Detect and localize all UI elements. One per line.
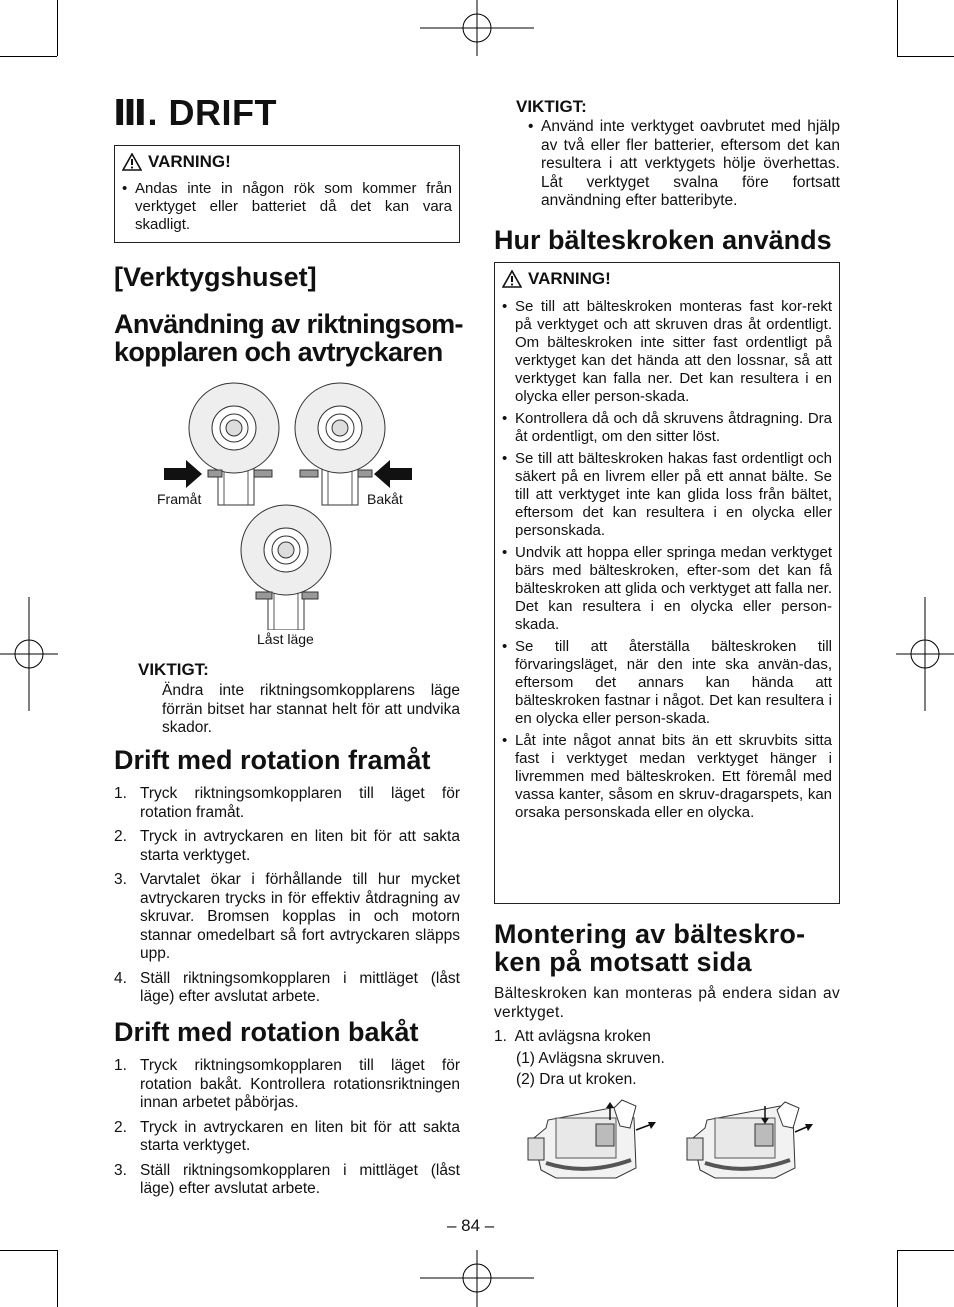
crop-mark: [897, 0, 898, 56]
figure-label-reverse: Bakåt: [367, 491, 403, 507]
crop-mark: [0, 1250, 57, 1251]
figure-label-forward: Framåt: [157, 491, 202, 507]
list-item: 3. Varvtalet ökar i förhållande till hur mycket avtryckaren trycks in för effektiv åtdragning av skruvar. Bromsen kopplas in och motorn stannar omedelbart så fort avtryckaren släpps upp.: [114, 871, 460, 962]
belt-hook-removal-figure-1: [526, 1098, 661, 1183]
section-usage-heading: Användning av riktningsom-kopplaren och avtryckaren: [114, 309, 463, 367]
registration-mark-bottom: [420, 1250, 534, 1307]
warning-item: • Se till att återställa bälteskroken till förvaringsläget, när den inte ska använ-das, eftersom det annars kan hända att bälteskroken fastnar i något. Det kan resultera i en olycka eller person-skada.: [502, 638, 832, 727]
mounting-step1: 1. Att avlägsna kroken: [494, 1028, 651, 1045]
tool-forward-illustration: [189, 383, 279, 505]
crop-mark: [897, 1250, 954, 1251]
warning-heading: VARNING!: [502, 269, 832, 289]
important2-text: [528, 118, 840, 215]
warning-item: • Se till att bälteskroken monteras fast kor-rekt på verktyget och att skruven dras åt ordentligt. Om bälteskroken inte sitter fast ordentligt på verktyget kan det hända att den lossnar, så att verktyget kan falla ner. Det kan resultera i en olycka eller person-skada.: [502, 298, 832, 405]
mounting-heading: Montering av bälteskro-ken på motsatt sida: [494, 919, 806, 977]
list-item: 3. Ställ riktningsomkopplaren i mittläget (låst läge) efter avslutat arbete.: [114, 1161, 460, 1197]
arrow-right-icon: [164, 460, 202, 488]
figure-label-lock: Låst läge: [257, 631, 314, 647]
warning-box: [114, 145, 460, 243]
reverse-steps: [114, 1057, 460, 1205]
warning-heading: VARNING!: [122, 152, 452, 172]
belt-hook-removal-figure-2: [685, 1098, 820, 1183]
list-item: 1. Tryck riktningsomkopplaren till läget för rotation bakåt. Kontrollera rotationsriktningen innan arbetet påbörjas.: [114, 1057, 460, 1111]
belt-warning-box: [494, 262, 840, 904]
mounting-intro: Bälteskroken kan monteras på endera sidan av verktyget.: [494, 985, 840, 1021]
list-item: 4. Ställ riktningsomkopplaren i mittläget (låst läge) efter avslutat arbete.: [114, 969, 460, 1005]
important-heading: VIKTIGT:: [138, 660, 209, 679]
crop-mark: [57, 1250, 58, 1307]
forward-heading: Drift med rotation framåt: [114, 745, 431, 775]
warning-item: • Undvik att hoppa eller springa medan verktyget bärs med bälteskroken, efter-som det kan få bälteskroken att glida och verktyget att falla ner. Det kan resultera i en olycka eller person-skada.: [502, 544, 832, 633]
page-title: Ⅲ. DRIFT: [113, 92, 278, 133]
crop-mark: [897, 1250, 898, 1307]
registration-mark-left: [0, 597, 58, 711]
registration-mark-top: [420, 0, 534, 56]
warning-triangle-icon: [122, 153, 142, 171]
list-item: 1. Tryck riktningsomkopplaren till läget för rotation framåt.: [114, 785, 460, 821]
warning-triangle-icon: [502, 270, 522, 288]
mounting-sub1: (1) Avlägsna skruven.: [516, 1050, 665, 1067]
forward-steps: [114, 785, 460, 1013]
tool-reverse-illustration: [295, 383, 385, 505]
crop-mark: [897, 56, 954, 57]
registration-mark-right: [896, 597, 954, 711]
belt-hook-heading: Hur bälteskroken används: [494, 225, 832, 255]
warning-item: • Kontrollera då och då skruvens åtdragning. Dra åt ordentligt, om den sitter löst.: [502, 410, 832, 445]
arrow-left-icon: [374, 460, 412, 488]
important-text: Ändra inte riktningsomkopplarens läge förrän bitset har stannat helt för att undvika skador.: [162, 682, 460, 736]
mounting-sub2: (2) Dra ut kroken.: [516, 1071, 637, 1088]
page-number: – 84 –: [447, 1216, 495, 1235]
list-item: • Använd inte verktyget oavbrutet med hjälp av två eller fler batterier, eftersom det kan resultera i att verktygets hölje överhettas. Låt verktyget svalna före fortsatt användning efter batteribyte.: [528, 118, 840, 209]
warning-item: • Låt inte något annat bits än ett skruvbits sitta fast i verktyget medan verktyget hänger i livremmen med bälteskroken. Ett föremål med vassa kanter, såsom en skruv-dragarspets, kan orsaka personskada eller en olycka.: [502, 732, 832, 821]
warning-item: • Se till att bälteskroken hakas fast ordentligt och säkert på en livrem eller på ett annat bälte. Se till att verktyget inte kan glida loss från bältet, eftersom det kan resultera i en olycka eller personskada.: [502, 450, 832, 539]
list-item: 2. Tryck in avtryckaren en liten bit för att sakta starta verktyget.: [114, 828, 460, 864]
list-item: 2. Tryck in avtryckaren en liten bit för att sakta starta verktyget.: [114, 1118, 460, 1154]
tool-lock-illustration: [241, 505, 331, 630]
reverse-heading: Drift med rotation bakåt: [114, 1017, 419, 1047]
section-bracket-heading: [Verktygshuset]: [114, 262, 317, 292]
crop-mark: [57, 0, 58, 56]
warning-item: • Andas inte in någon rök som kommer från verktyget eller batteriet då det kan vara skadligt.: [122, 180, 452, 233]
crop-mark: [0, 56, 57, 57]
important2-heading: VIKTIGT:: [516, 97, 587, 116]
